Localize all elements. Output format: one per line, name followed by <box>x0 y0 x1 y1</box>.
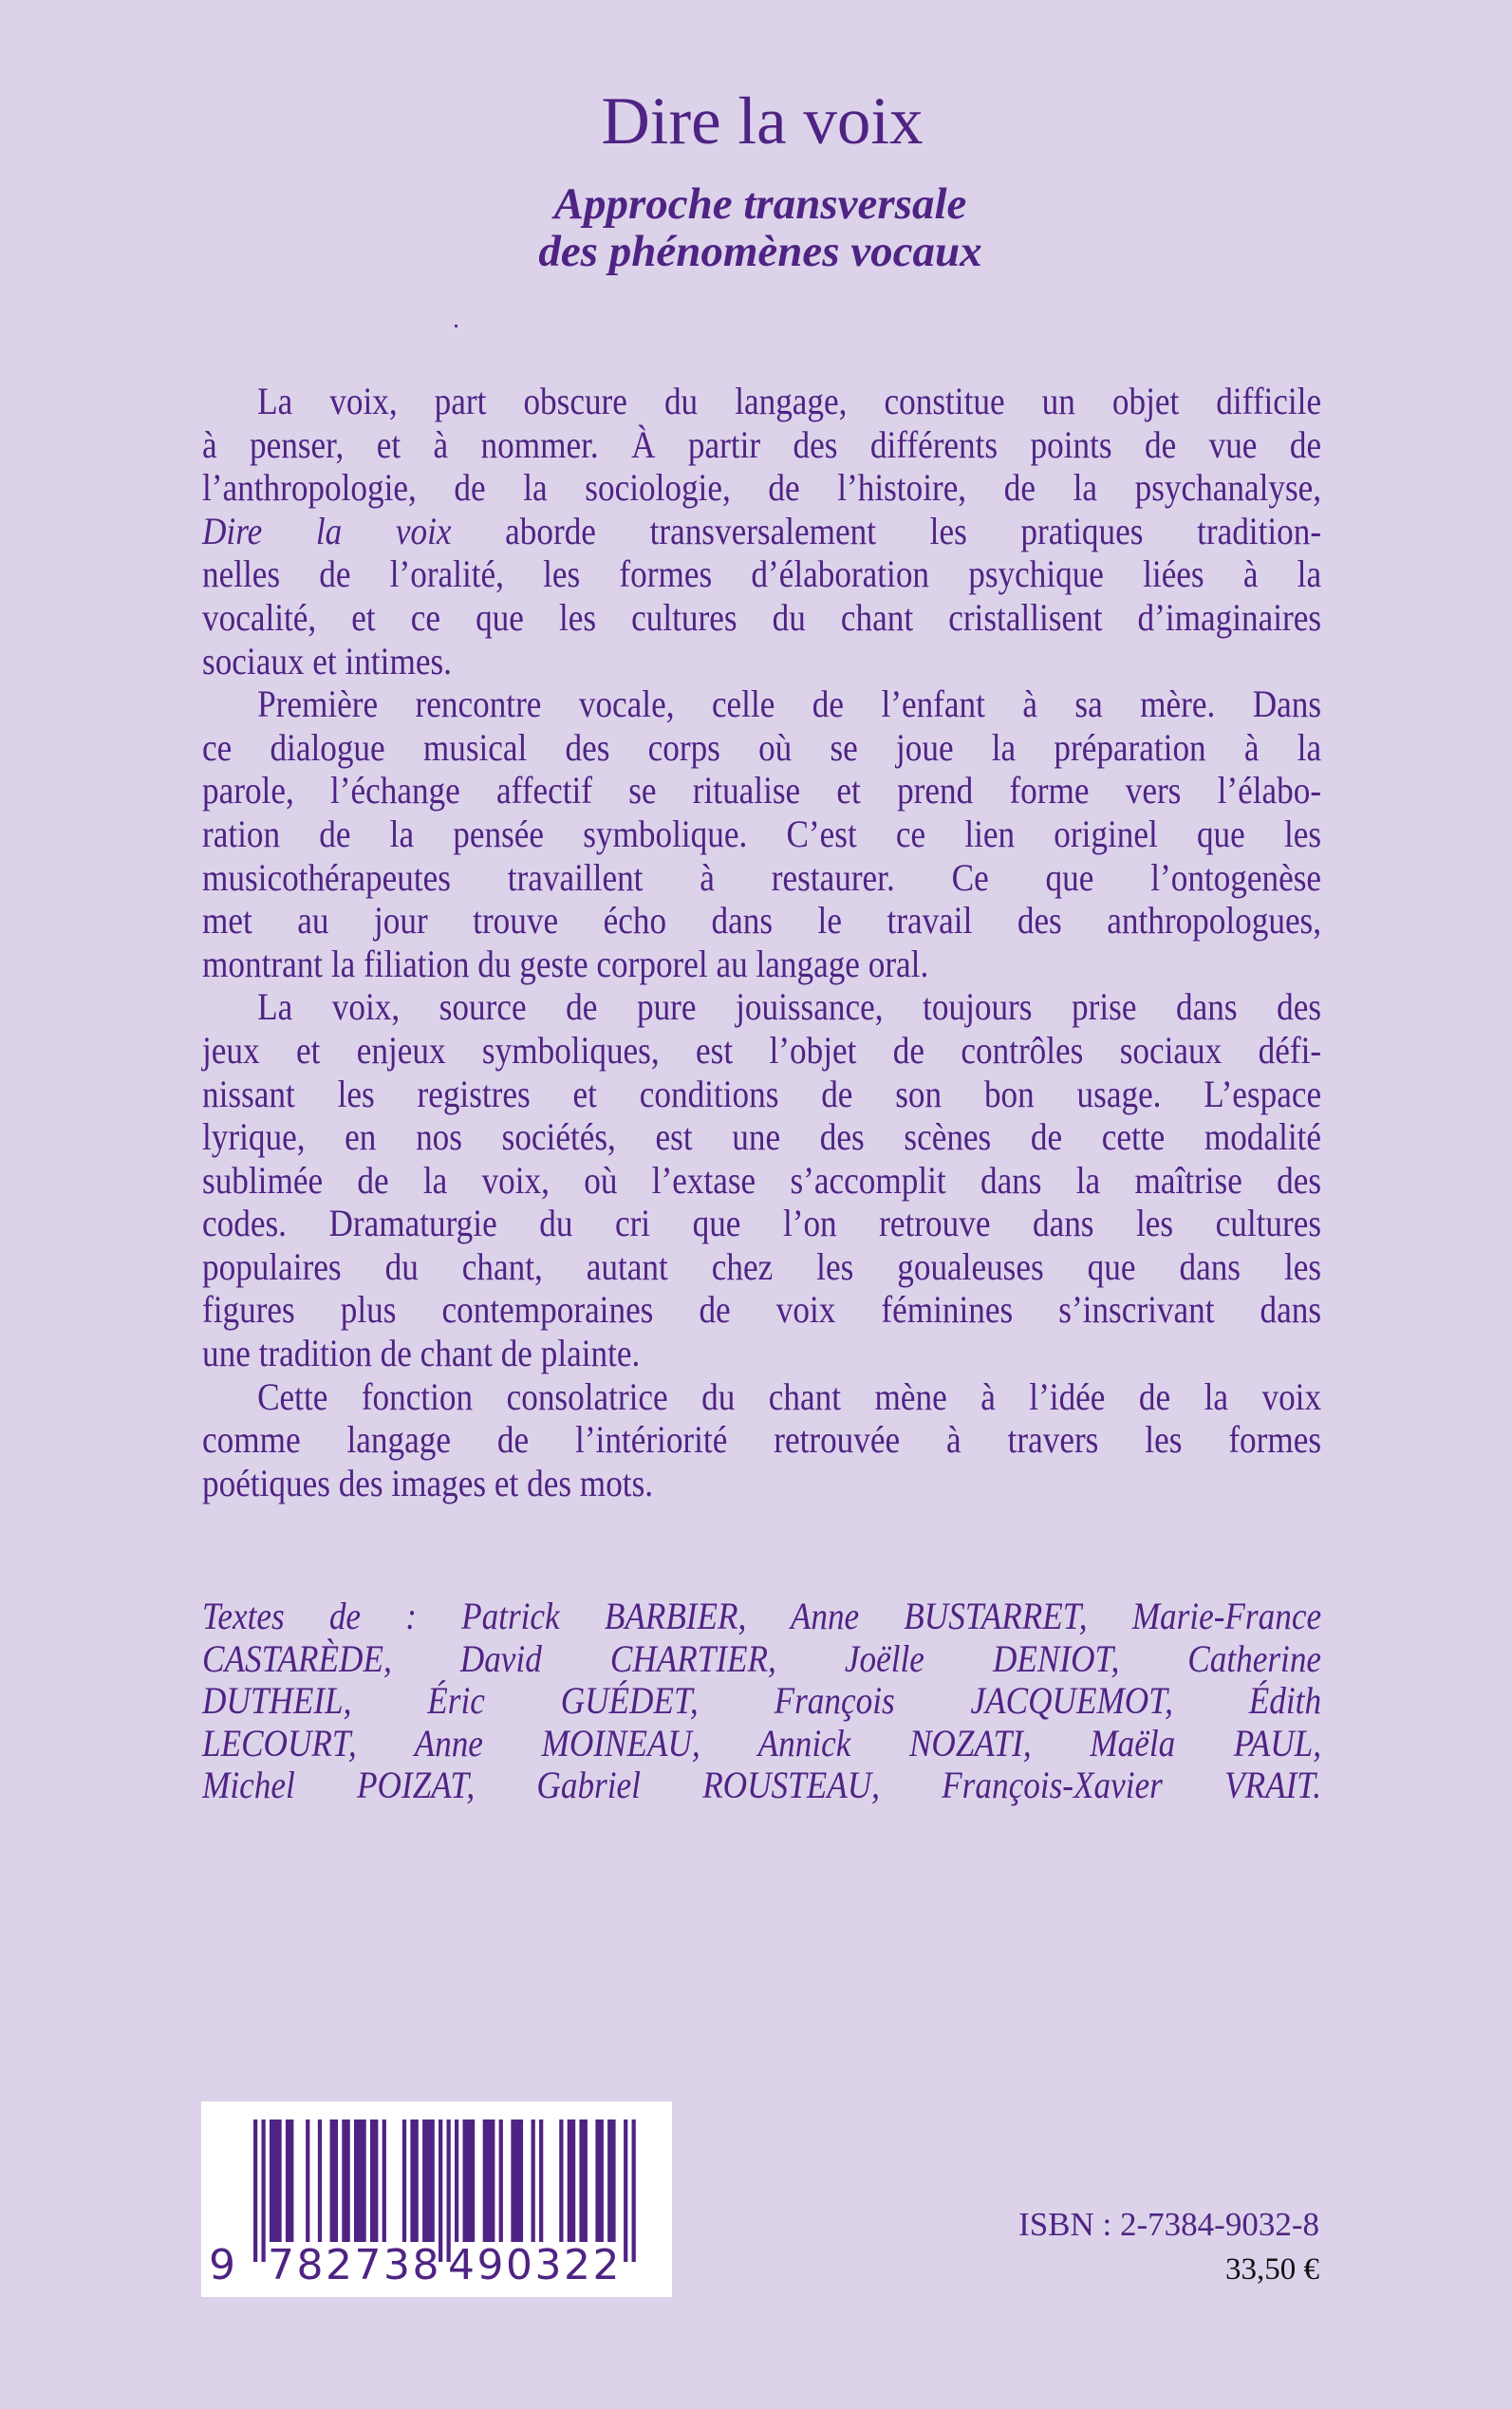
ean13-barcode <box>201 2101 672 2297</box>
text-line: Première rencontre vocale, celle de l’enfant à sa mère. Dans <box>257 682 1322 726</box>
blurb-paragraph <box>202 1375 1321 1505</box>
text-line: à penser, et à nommer. À partir des différents points de vue de <box>202 422 1322 466</box>
text-line: codes. Dramaturgie du cri que l’on retrouve dans les cultures <box>202 1202 1322 1245</box>
text-line: ration de la pensée symbolique. C’est ce lien originel que les <box>202 812 1322 855</box>
text-line: nelles de l’oralité, les formes d’élaboration psychique liées à la <box>202 552 1322 596</box>
text-line: figures plus contemporaines de voix féminines s’inscrivant dans <box>202 1288 1322 1332</box>
text-line: jeux et enjeux symboliques, est l’objet de contrôles sociaux défi- <box>202 1028 1322 1072</box>
text-line: populaires du chant, autant chez les goualeuses que dans les <box>202 1244 1322 1288</box>
contributors-line: CASTARÈDE, David CHARTIER, Joëlle DENIOT, Catherine <box>202 1636 1322 1680</box>
contributors-list <box>202 1596 1321 1807</box>
text-line: montrant la filiation du geste corporel au langage oral. <box>202 942 929 985</box>
isbn-number: ISBN : 2-7384-9032-8 <box>1018 2206 1319 2243</box>
text-line: musicothérapeutes travaillent à restaurer. Ce que l’ontogenèse <box>202 855 1322 899</box>
text-line: l’anthropologie, de la sociologie, de l’histoire, de la psychanalyse, <box>202 466 1322 510</box>
decorative-dot <box>455 325 457 327</box>
blurb-paragraph <box>202 682 1321 985</box>
barcode-graphic <box>201 2101 672 2297</box>
book-subtitle <box>0 180 1512 275</box>
blurb-paragraph <box>202 380 1321 682</box>
text-line: une tradition de chant de plainte. <box>202 1332 641 1375</box>
text-line: La voix, source de pure jouissance, toujours prise dans des <box>257 985 1322 1029</box>
contributors-line: Textes de : Patrick BARBIER, Anne BUSTARRET, Marie-France <box>202 1595 1322 1637</box>
text-line: Cette fonction consolatrice du chant mène à l’idée de la voix <box>257 1374 1322 1418</box>
svg-text:490322: 490322 <box>448 2241 622 2289</box>
text-line: ce dialogue musical des corps où se joue la préparation à la <box>202 725 1322 769</box>
text-line: Dire la voix aborde transversalement les pratiques tradition- <box>202 509 1322 552</box>
price-label: 33,50 € <box>1225 2252 1319 2287</box>
subtitle-line-1: Approche transversale <box>553 179 967 229</box>
book-title: Dire la voix <box>601 84 924 159</box>
text-line: met au jour trouve écho dans le travail des anthropologues, <box>202 899 1322 943</box>
svg-text:9: 9 <box>209 2241 235 2289</box>
subtitle-line-2: des phénomènes vocaux <box>538 227 982 276</box>
text-line: parole, l’échange affectif se ritualise et prend forme vers l’élabo- <box>202 769 1322 812</box>
text-line: comme langage de l’intériorité retrouvée à travers les formes <box>202 1418 1322 1462</box>
contributors-line: Michel POIZAT, Gabriel ROUSTEAU, François-Xavier VRAIT. <box>202 1764 1322 1807</box>
text-line: sociaux et intimes. <box>202 639 452 682</box>
text-line: lyrique, en nos sociétés, est une des scènes de cette modalité <box>202 1115 1322 1159</box>
text-line: poétiques des images et des mots. <box>202 1461 654 1504</box>
text-line: La voix, part obscure du langage, constitue un objet difficile <box>257 380 1322 422</box>
back-cover-blurb <box>202 380 1321 1504</box>
italic-book-title: Dire la voix <box>202 509 452 552</box>
blurb-paragraph <box>202 985 1321 1374</box>
contributors-line: LECOURT, Anne MOINEAU, Annick NOZATI, Maëla PAUL, <box>202 1721 1322 1765</box>
svg-text:782738: 782738 <box>268 2241 441 2289</box>
contributors-line: DUTHEIL, Éric GUÉDET, François JACQUEMOT, Édith <box>202 1679 1322 1723</box>
text-line: nissant les registres et conditions de son bon usage. L’espace <box>202 1072 1322 1115</box>
text-line: sublimée de la voix, où l’extase s’accomplit dans la maîtrise des <box>202 1158 1322 1202</box>
text-line: vocalité, et ce que les cultures du chant cristallisent d’imaginaires <box>202 595 1322 639</box>
